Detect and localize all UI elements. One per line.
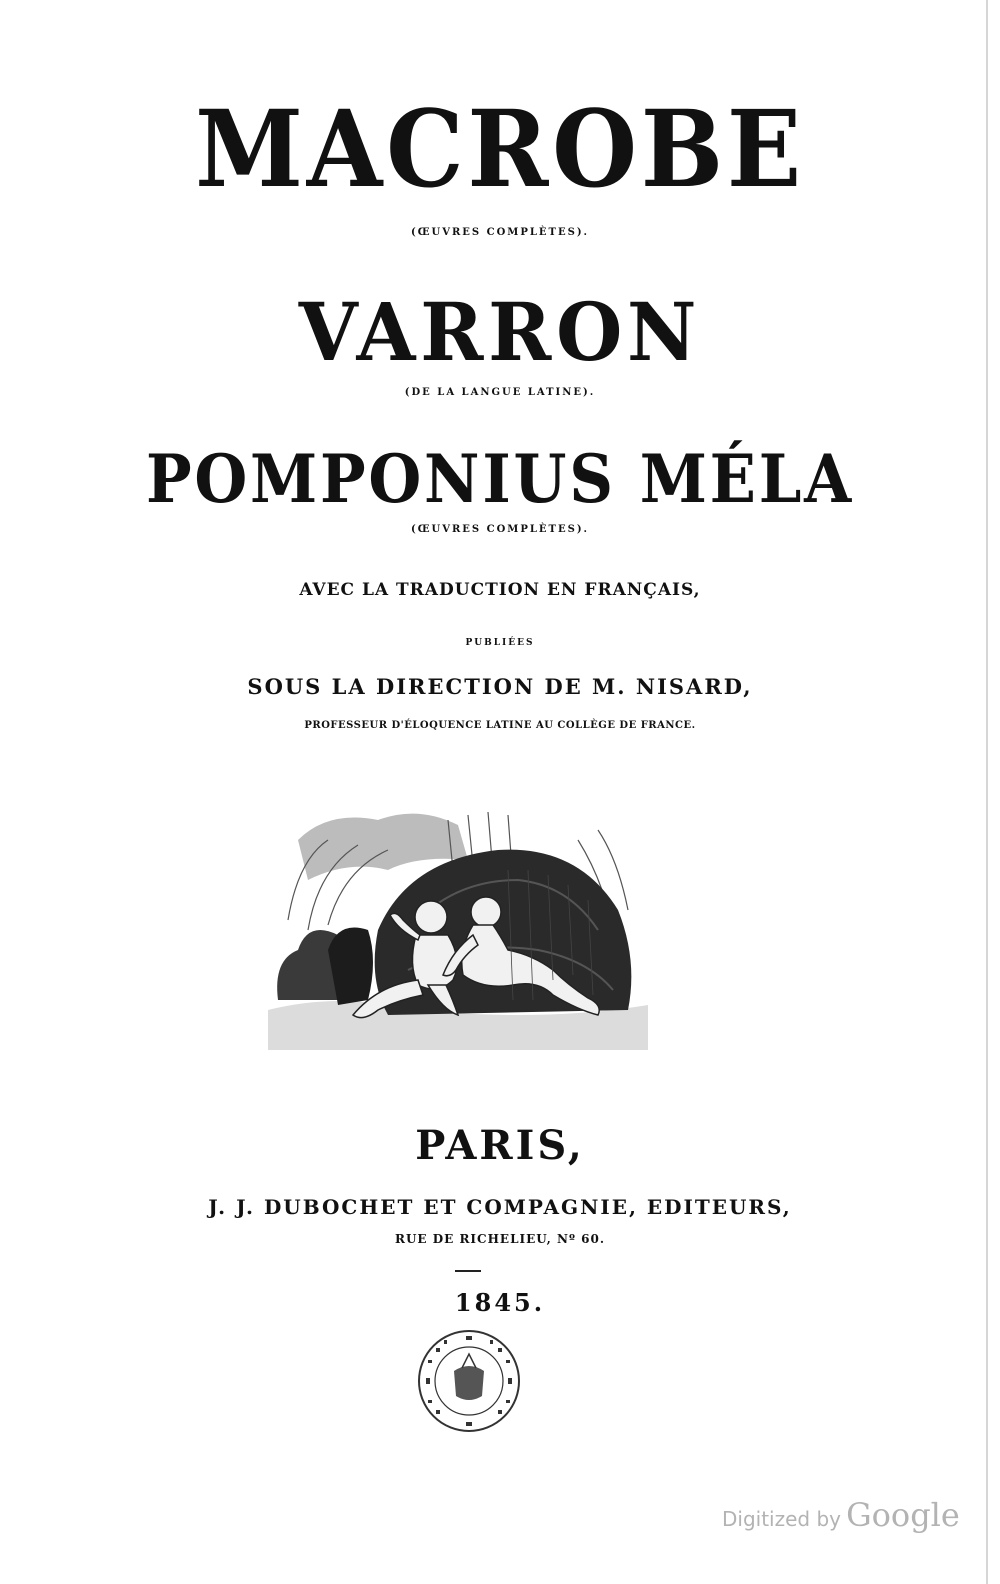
direction-line: SOUS LA DIRECTION DE M. NISARD, [247,674,753,699]
divider-rule [455,1270,481,1272]
translation-note: AVEC LA TRADUCTION EN FRANÇAIS, [299,580,701,600]
varron-subtitle: (DE LA LANGUE LATINE). [404,387,596,398]
professor-line: PROFESSEUR D'ÉLOQUENCE LATINE AU COLLÈGE DE FRANCE. [304,720,696,731]
digitized-by-google-watermark [722,1496,960,1534]
publication-year: 1845. [454,1288,546,1317]
author-title-macrobe: MACROBE [195,86,805,211]
watermark-prefix: Digitized by [722,1507,841,1531]
cherubs-engraving-vignette-icon [268,800,648,1050]
mela-subtitle: (ŒUVRES COMPLÈTES). [410,524,590,535]
university-library-stamp-icon [414,1326,524,1436]
published-label: PUBLIÉES [465,638,535,648]
google-logo: Google [846,1496,960,1534]
publication-city: PARIS, [415,1122,585,1169]
macrobe-subtitle: (ŒUVRES COMPLÈTES). [410,227,590,238]
author-title-varron: VARRON [298,285,702,379]
publisher-line: J. J. DUBOCHET ET COMPAGNIE, EDITEURS, [208,1195,792,1219]
publisher-address: RUE DE RICHELIEU, Nº 60. [394,1232,606,1246]
author-title-pomponius-mela: POMPONIUS MÉLA [145,440,855,518]
